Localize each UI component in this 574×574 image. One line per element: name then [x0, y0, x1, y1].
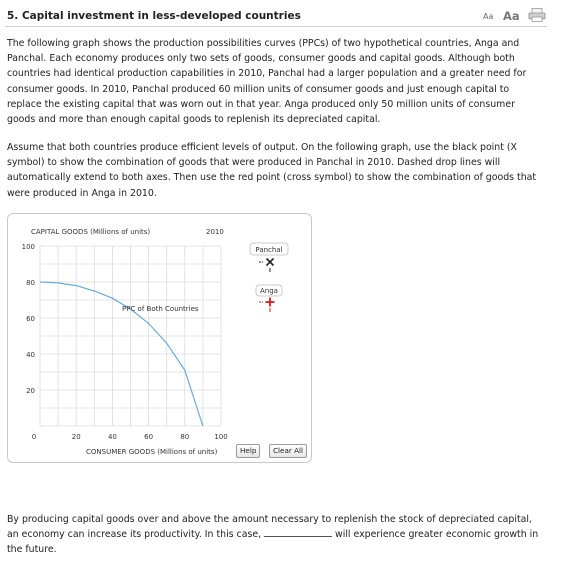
x-axis-title: CONSUMER GOODS (Millions of units) — [86, 448, 218, 456]
x-tick-label: 20 — [71, 433, 81, 441]
conclusion-text-after: will experience greater economic growth in the future. — [7, 529, 539, 556]
question-title: 5. Capital investment in less-developed countries — [7, 10, 301, 22]
ppc-curve-label: PPC of Both Countries — [122, 305, 199, 313]
x-tick-label: 100 — [214, 433, 228, 441]
y-tick-label: 80 — [26, 279, 35, 287]
clear-all-button[interactable]: Clear All — [269, 444, 307, 458]
y-tick-label: 60 — [26, 315, 35, 323]
help-button[interactable]: Help — [236, 444, 260, 458]
font-size-small-button[interactable]: Aa — [483, 12, 494, 21]
x-tick-label: 40 — [107, 433, 117, 441]
y-axis-title: CAPITAL GOODS (Millions of units) — [31, 228, 151, 236]
answer-blank-dropdown[interactable] — [264, 527, 332, 537]
intro-paragraph: The following graph shows the production possibilities curves (PPCs) of two hypothetical countries, Anga and Panchal. Each economy produces only two sets of goods, consumer goods and capital goods. Although both countries had identical production capabilities in 2010, Panchal had a larger population and a greater need for consumer goods. In 2010, Panchal produced 60 million units of consumer goods and just enough capital to replace the existing capital that was worn out in that year. Anga produced only 50 million units of consumer goods and more than enough capital goods to replenish its depreciated capital. — [7, 38, 527, 126]
year-label: 2010 — [206, 228, 224, 236]
panchal-label: Panchal — [255, 246, 283, 254]
y-tick-label: 20 — [26, 387, 35, 395]
header-divider — [5, 26, 547, 27]
instructions-paragraph: Assume that both countries produce efficient levels of output. On the following graph, use the black point (X symbol) to show the combination of goods that were produced in Panchal in 2010. Dashed drop lines will automatically extend to both axes. Then use the red point (cross symbol) to show the combination of goods that were produced in Anga in 2010. — [7, 142, 537, 199]
x-tick-label: 60 — [144, 433, 154, 441]
anga-label: Anga — [260, 287, 278, 295]
conclusion-text-before: By producing capital goods over and above the amount necessary to replenish the stock of depreciated capital, an economy can increase its productivity. In this case, — [7, 514, 532, 541]
y-tick-label: 40 — [26, 351, 35, 359]
font-size-large-button[interactable]: Aa — [503, 9, 520, 23]
x-tick-label: 80 — [180, 433, 190, 441]
y-tick-label: 100 — [21, 243, 35, 251]
x-tick-label: 0 — [31, 433, 37, 441]
conclusion-paragraph — [7, 512, 545, 558]
printer-icon[interactable] — [528, 8, 546, 22]
